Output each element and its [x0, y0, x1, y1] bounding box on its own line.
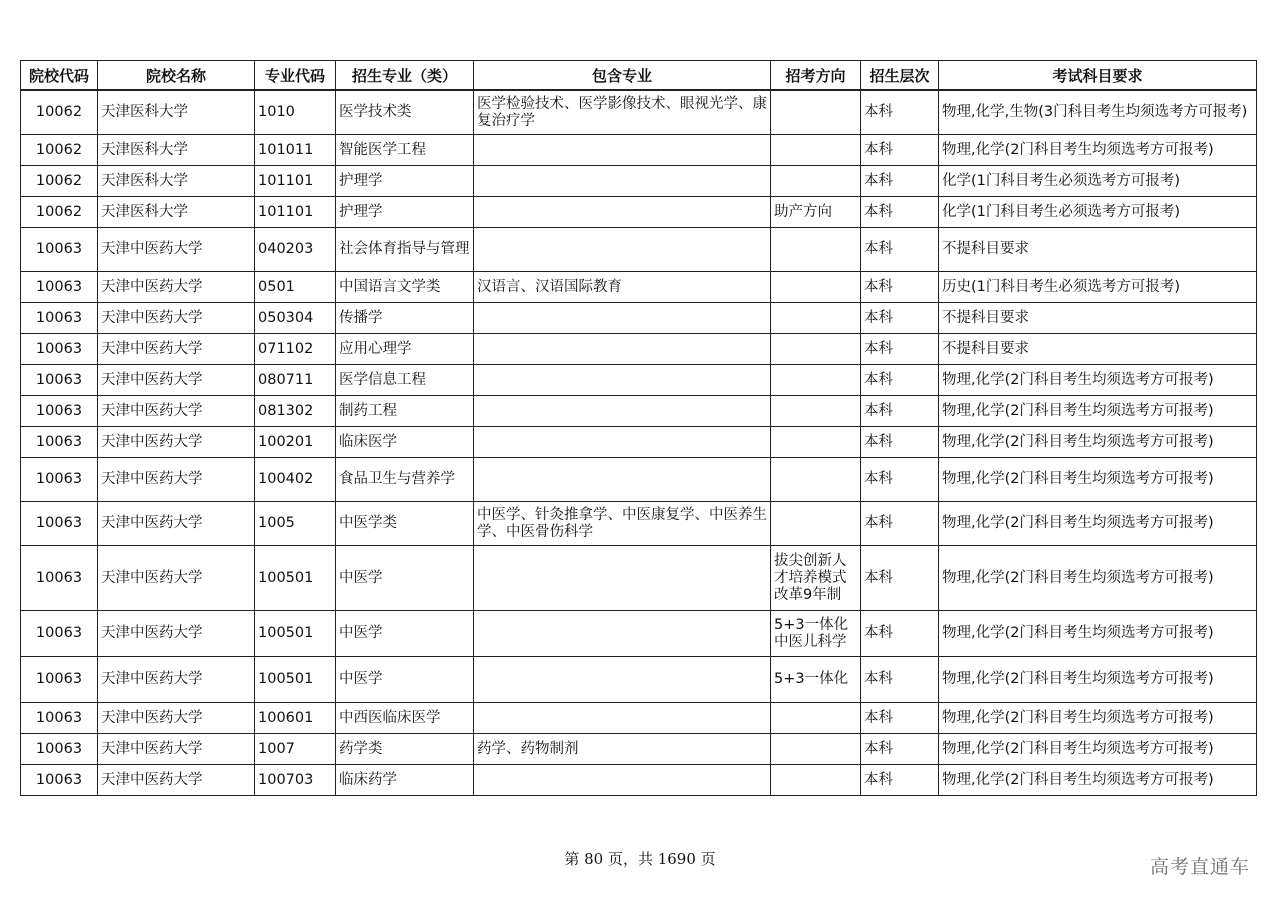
cell-major-category: 护理学 [336, 197, 474, 228]
cell-school-name: 天津中医药大学 [98, 611, 255, 657]
table-row [21, 272, 1257, 303]
cell-major-code: 100501 [255, 611, 336, 657]
header-subject-requirement: 考试科目要求 [939, 61, 1257, 91]
cell-major-category: 医学信息工程 [336, 365, 474, 396]
cell-major-code: 1010 [255, 90, 336, 135]
cell-school-code: 10062 [21, 197, 98, 228]
cell-major-category: 临床药学 [336, 765, 474, 796]
table-header-row [21, 61, 1257, 91]
cell-included-majors [474, 228, 771, 272]
header-major-code: 专业代码 [255, 61, 336, 91]
cell-included-majors [474, 427, 771, 458]
table-row [21, 458, 1257, 502]
cell-school-name: 天津中医药大学 [98, 365, 255, 396]
cell-direction [771, 502, 861, 546]
cell-major-code: 050304 [255, 303, 336, 334]
cell-major-code: 100402 [255, 458, 336, 502]
cell-major-code: 101101 [255, 197, 336, 228]
cell-major-category: 食品卫生与营养学 [336, 458, 474, 502]
cell-included-majors [474, 135, 771, 166]
table-row [21, 166, 1257, 197]
cell-subject-requirement: 物理,化学(2门科目考生均须选考方可报考) [939, 135, 1257, 166]
cell-school-name: 天津中医药大学 [98, 657, 255, 703]
cell-level: 本科 [861, 657, 939, 703]
cell-direction [771, 765, 861, 796]
cell-subject-requirement: 物理,化学(2门科目考生均须选考方可报考) [939, 703, 1257, 734]
cell-major-category: 中西医临床医学 [336, 703, 474, 734]
cell-school-name: 天津中医药大学 [98, 334, 255, 365]
cell-included-majors: 药学、药物制剂 [474, 734, 771, 765]
cell-school-code: 10063 [21, 427, 98, 458]
cell-included-majors: 中医学、针灸推拿学、中医康复学、中医养生学、中医骨伤科学 [474, 502, 771, 546]
cell-major-category: 智能医学工程 [336, 135, 474, 166]
cell-school-code: 10063 [21, 734, 98, 765]
cell-school-name: 天津中医药大学 [98, 458, 255, 502]
cell-direction [771, 365, 861, 396]
cell-direction [771, 135, 861, 166]
cell-school-name: 天津中医药大学 [98, 228, 255, 272]
cell-school-name: 天津医科大学 [98, 197, 255, 228]
cell-included-majors [474, 546, 771, 611]
cell-subject-requirement: 物理,化学,生物(3门科目考生均须选考方可报考) [939, 90, 1257, 135]
cell-school-name: 天津中医药大学 [98, 272, 255, 303]
cell-direction [771, 734, 861, 765]
header-school-code: 院校代码 [21, 61, 98, 91]
cell-school-name: 天津医科大学 [98, 135, 255, 166]
cell-direction [771, 427, 861, 458]
cell-level: 本科 [861, 458, 939, 502]
cell-included-majors [474, 303, 771, 334]
cell-major-category: 制药工程 [336, 396, 474, 427]
cell-school-code: 10063 [21, 303, 98, 334]
cell-level: 本科 [861, 228, 939, 272]
cell-direction: 拔尖创新人才培养模式改革9年制 [771, 546, 861, 611]
table-row [21, 365, 1257, 396]
cell-direction: 5+3一体化 [771, 657, 861, 703]
cell-school-code: 10063 [21, 546, 98, 611]
header-included-majors: 包含专业 [474, 61, 771, 91]
cell-school-name: 天津中医药大学 [98, 396, 255, 427]
cell-major-category: 药学类 [336, 734, 474, 765]
cell-included-majors: 汉语言、汉语国际教育 [474, 272, 771, 303]
cell-school-name: 天津医科大学 [98, 166, 255, 197]
header-major-category: 招生专业（类） [336, 61, 474, 91]
cell-school-code: 10063 [21, 502, 98, 546]
cell-subject-requirement: 物理,化学(2门科目考生均须选考方可报考) [939, 502, 1257, 546]
cell-school-name: 天津医科大学 [98, 90, 255, 135]
cell-major-category: 中医学 [336, 546, 474, 611]
cell-level: 本科 [861, 546, 939, 611]
cell-major-code: 101011 [255, 135, 336, 166]
cell-direction [771, 303, 861, 334]
cell-school-code: 10063 [21, 228, 98, 272]
cell-included-majors [474, 765, 771, 796]
cell-school-code: 10062 [21, 166, 98, 197]
cell-direction [771, 334, 861, 365]
cell-subject-requirement: 物理,化学(2门科目考生均须选考方可报考) [939, 734, 1257, 765]
cell-included-majors [474, 396, 771, 427]
cell-subject-requirement: 物理,化学(2门科目考生均须选考方可报考) [939, 396, 1257, 427]
cell-school-code: 10063 [21, 458, 98, 502]
cell-major-category: 医学技术类 [336, 90, 474, 135]
cell-school-code: 10063 [21, 657, 98, 703]
table-row [21, 427, 1257, 458]
admissions-table [20, 60, 1257, 796]
cell-level: 本科 [861, 502, 939, 546]
cell-major-code: 100501 [255, 657, 336, 703]
watermark-logo-text: 高考直通车 [1149, 856, 1250, 878]
cell-level: 本科 [861, 303, 939, 334]
cell-subject-requirement: 物理,化学(2门科目考生均须选考方可报考) [939, 546, 1257, 611]
cell-major-code: 1005 [255, 502, 336, 546]
cell-direction: 5+3一体化中医儿科学 [771, 611, 861, 657]
table-row [21, 334, 1257, 365]
cell-level: 本科 [861, 611, 939, 657]
table-row [21, 657, 1257, 703]
cell-subject-requirement: 不提科目要求 [939, 303, 1257, 334]
cell-included-majors [474, 458, 771, 502]
cell-level: 本科 [861, 166, 939, 197]
cell-direction [771, 166, 861, 197]
cell-school-name: 天津中医药大学 [98, 303, 255, 334]
cell-included-majors [474, 166, 771, 197]
table-row [21, 546, 1257, 611]
cell-subject-requirement: 不提科目要求 [939, 334, 1257, 365]
cell-included-majors [474, 334, 771, 365]
cell-level: 本科 [861, 396, 939, 427]
cell-major-category: 应用心理学 [336, 334, 474, 365]
cell-level: 本科 [861, 734, 939, 765]
cell-major-code: 071102 [255, 334, 336, 365]
cell-subject-requirement: 物理,化学(2门科目考生均须选考方可报考) [939, 611, 1257, 657]
cell-school-name: 天津中医药大学 [98, 703, 255, 734]
cell-major-category: 中医学 [336, 611, 474, 657]
cell-major-code: 100703 [255, 765, 336, 796]
cell-major-category: 传播学 [336, 303, 474, 334]
cell-school-name: 天津中医药大学 [98, 502, 255, 546]
cell-level: 本科 [861, 765, 939, 796]
cell-level: 本科 [861, 197, 939, 228]
cell-included-majors [474, 657, 771, 703]
cell-major-code: 081302 [255, 396, 336, 427]
cell-subject-requirement: 物理,化学(2门科目考生均须选考方可报考) [939, 458, 1257, 502]
cell-school-code: 10063 [21, 365, 98, 396]
cell-included-majors: 医学检验技术、医学影像技术、眼视光学、康复治疗学 [474, 90, 771, 135]
table-row [21, 303, 1257, 334]
cell-school-code: 10063 [21, 703, 98, 734]
cell-direction [771, 228, 861, 272]
cell-level: 本科 [861, 365, 939, 396]
cell-direction [771, 90, 861, 135]
table-row [21, 611, 1257, 657]
cell-level: 本科 [861, 427, 939, 458]
cell-major-code: 100501 [255, 546, 336, 611]
cell-school-name: 天津中医药大学 [98, 427, 255, 458]
table-row [21, 703, 1257, 734]
cell-direction [771, 396, 861, 427]
cell-subject-requirement: 物理,化学(2门科目考生均须选考方可报考) [939, 765, 1257, 796]
cell-school-code: 10063 [21, 272, 98, 303]
cell-major-code: 101101 [255, 166, 336, 197]
table-row [21, 197, 1257, 228]
table-row [21, 502, 1257, 546]
table-row [21, 396, 1257, 427]
cell-major-category: 社会体育指导与管理 [336, 228, 474, 272]
cell-major-code: 1007 [255, 734, 336, 765]
cell-school-name: 天津中医药大学 [98, 546, 255, 611]
cell-major-code: 100201 [255, 427, 336, 458]
cell-school-code: 10063 [21, 334, 98, 365]
cell-major-category: 临床医学 [336, 427, 474, 458]
cell-included-majors [474, 703, 771, 734]
cell-included-majors [474, 197, 771, 228]
cell-direction: 助产方向 [771, 197, 861, 228]
cell-school-code: 10063 [21, 396, 98, 427]
cell-major-code: 080711 [255, 365, 336, 396]
cell-major-category: 中医学类 [336, 502, 474, 546]
cell-level: 本科 [861, 703, 939, 734]
header-level: 招生层次 [861, 61, 939, 91]
header-direction: 招考方向 [771, 61, 861, 91]
cell-direction [771, 703, 861, 734]
cell-subject-requirement: 物理,化学(2门科目考生均须选考方可报考) [939, 657, 1257, 703]
cell-school-name: 天津中医药大学 [98, 734, 255, 765]
cell-included-majors [474, 365, 771, 396]
cell-school-code: 10063 [21, 765, 98, 796]
cell-subject-requirement: 化学(1门科目考生必须选考方可报考) [939, 197, 1257, 228]
cell-subject-requirement: 历史(1门科目考生必须选考方可报考) [939, 272, 1257, 303]
cell-school-code: 10063 [21, 611, 98, 657]
table-row [21, 135, 1257, 166]
table-row [21, 90, 1257, 135]
cell-major-category: 中医学 [336, 657, 474, 703]
cell-level: 本科 [861, 135, 939, 166]
cell-major-category: 护理学 [336, 166, 474, 197]
cell-major-code: 100601 [255, 703, 336, 734]
cell-school-name: 天津中医药大学 [98, 765, 255, 796]
cell-school-code: 10062 [21, 135, 98, 166]
cell-school-code: 10062 [21, 90, 98, 135]
cell-subject-requirement: 物理,化学(2门科目考生均须选考方可报考) [939, 365, 1257, 396]
cell-major-code: 040203 [255, 228, 336, 272]
cell-major-category: 中国语言文学类 [336, 272, 474, 303]
cell-level: 本科 [861, 90, 939, 135]
cell-included-majors [474, 611, 771, 657]
cell-direction [771, 458, 861, 502]
cell-subject-requirement: 不提科目要求 [939, 228, 1257, 272]
header-school-name: 院校名称 [98, 61, 255, 91]
cell-level: 本科 [861, 272, 939, 303]
cell-major-code: 0501 [255, 272, 336, 303]
table-row [21, 228, 1257, 272]
table-row [21, 734, 1257, 765]
table-row [21, 765, 1257, 796]
page-number: 第 80 页，共 1690 页 [564, 850, 716, 868]
cell-subject-requirement: 化学(1门科目考生必须选考方可报考) [939, 166, 1257, 197]
cell-direction [771, 272, 861, 303]
cell-level: 本科 [861, 334, 939, 365]
cell-subject-requirement: 物理,化学(2门科目考生均须选考方可报考) [939, 427, 1257, 458]
